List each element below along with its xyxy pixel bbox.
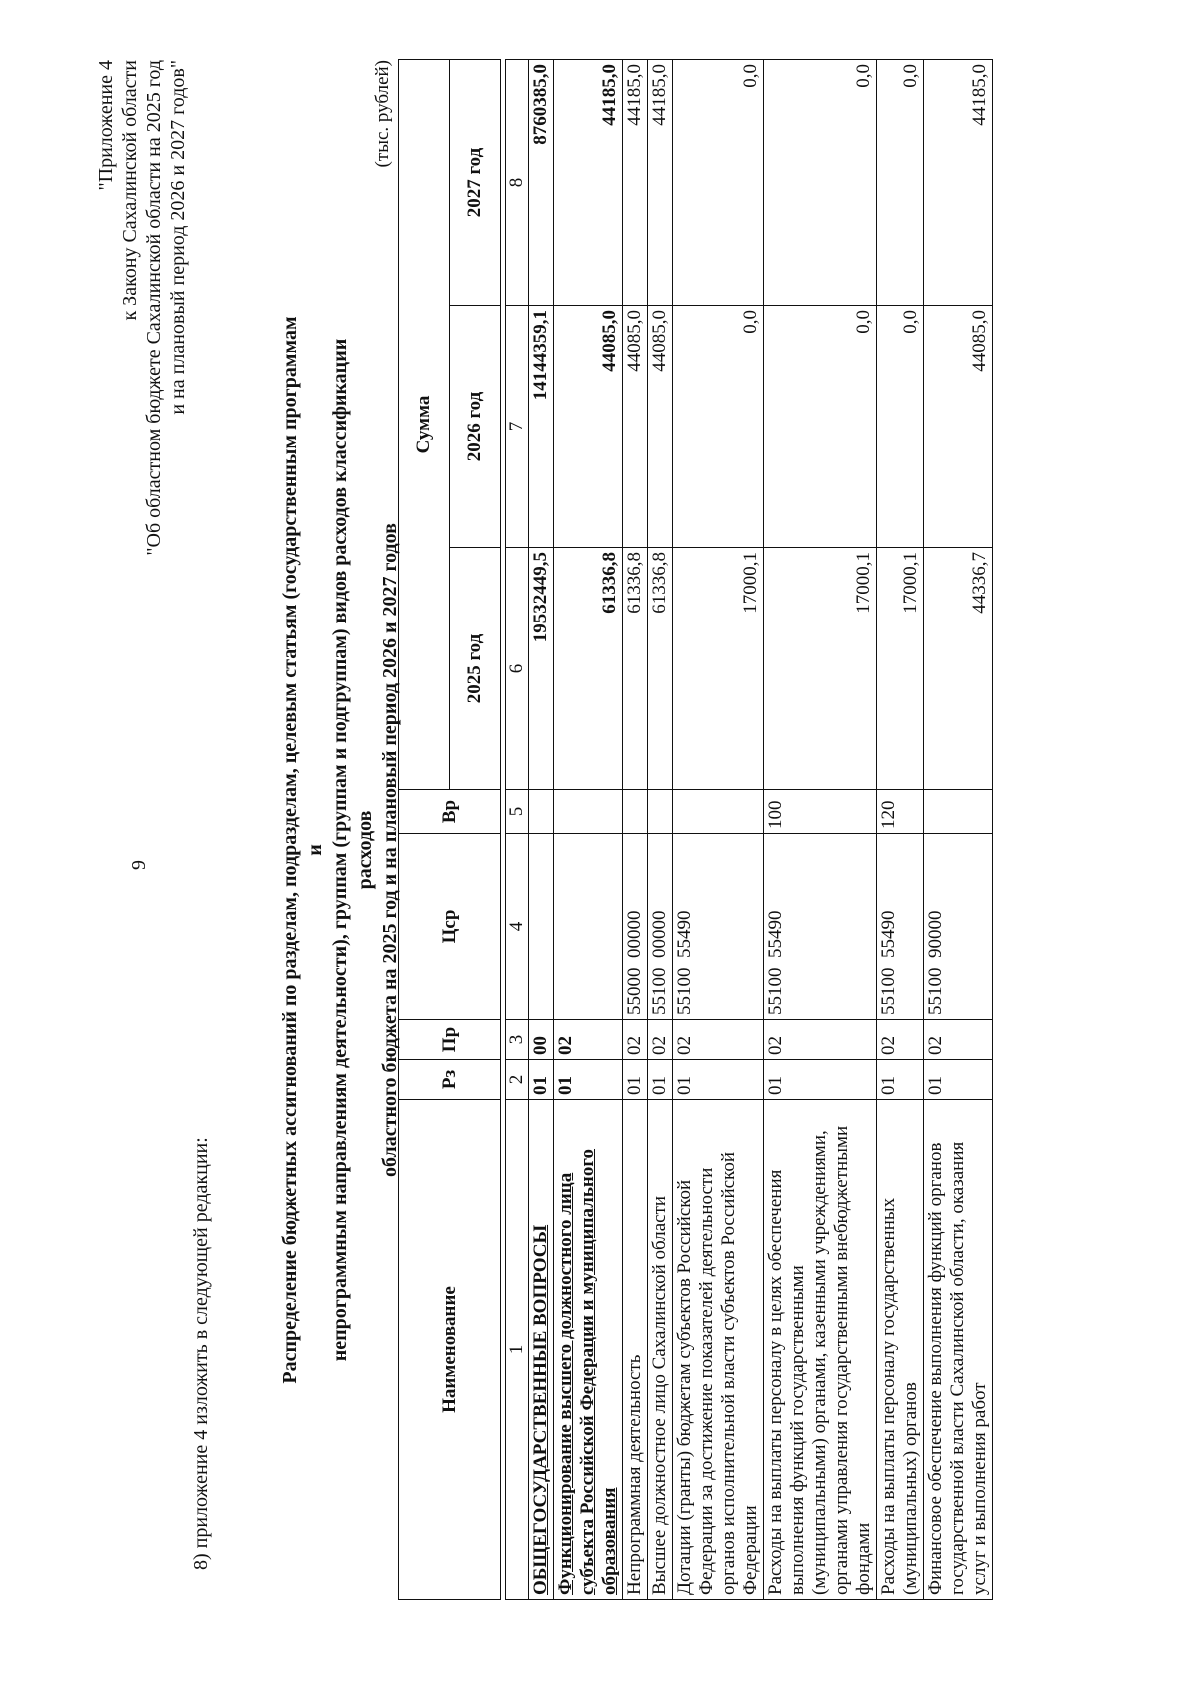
table-row bbox=[529, 59, 554, 1599]
column-number: 2 bbox=[506, 1060, 529, 1100]
row-pr: 02 bbox=[764, 1020, 877, 1060]
row-amount-2027: 0,0 bbox=[673, 59, 764, 305]
row-rz: 01 bbox=[648, 1060, 673, 1100]
appendix-line: "Приложение 4 bbox=[95, 60, 117, 191]
intro-text: 8) приложение 4 изложить в следующей редакции: bbox=[190, 1137, 212, 1570]
column-number: 1 bbox=[506, 1100, 529, 1600]
row-amount-2027: 0,0 bbox=[764, 59, 877, 305]
row-amount-2025: 61336,8 bbox=[554, 548, 623, 790]
column-number: 4 bbox=[506, 834, 529, 1020]
row-pr: 02 bbox=[877, 1020, 924, 1060]
units-label: (тыс. рублей) bbox=[372, 60, 393, 168]
row-amount-2027: 44185,0 bbox=[623, 59, 648, 305]
title-line: непрограммным направлениям деятельности), группам (группам и подгруппам) видов расходов классификации расходов bbox=[329, 338, 376, 1362]
row-amount-2027: 44185,0 bbox=[648, 59, 673, 305]
row-csr bbox=[554, 834, 623, 1020]
row-amount-2027: 44185,0 bbox=[554, 59, 623, 305]
row-csr: 55000 00000 bbox=[623, 834, 648, 1020]
budget-table bbox=[398, 59, 993, 1600]
row-csr bbox=[529, 834, 554, 1020]
row-amount-2026: 0,0 bbox=[877, 306, 924, 548]
header-2026: 2026 год bbox=[450, 306, 501, 548]
row-amount-2026: 14144359,1 bbox=[529, 306, 554, 548]
header-csr: Цср bbox=[399, 834, 501, 1020]
row-rz: 01 bbox=[673, 1060, 764, 1100]
row-name: Функционирование высшего должностного лица субъекта Российской Федерации и муниципального образования bbox=[554, 1100, 623, 1600]
document-title bbox=[278, 310, 403, 1390]
row-vr bbox=[529, 790, 554, 834]
row-amount-2027: 0,0 bbox=[877, 59, 924, 305]
row-name: ОБЩЕГОСУДАРСТВЕННЫЕ ВОПРОСЫ bbox=[529, 1100, 554, 1600]
header-2027: 2027 год bbox=[450, 59, 501, 305]
table-row bbox=[764, 59, 877, 1599]
row-amount-2026: 44085,0 bbox=[554, 306, 623, 548]
title-line: Распределение бюджетных ассигнований по разделам, подразделам, целевым статьям (государственным программам и bbox=[279, 316, 326, 1384]
table-row bbox=[554, 59, 623, 1599]
row-rz: 01 bbox=[529, 1060, 554, 1100]
row-csr: 55100 55490 bbox=[764, 834, 877, 1020]
row-amount-2026: 0,0 bbox=[764, 306, 877, 548]
row-rz: 01 bbox=[764, 1060, 877, 1100]
row-amount-2027: 44185,0 bbox=[924, 59, 993, 305]
appendix-heading bbox=[94, 60, 190, 556]
row-rz: 01 bbox=[877, 1060, 924, 1100]
row-amount-2026: 44085,0 bbox=[924, 306, 993, 548]
row-amount-2025: 17000,1 bbox=[877, 548, 924, 790]
row-name: Непрограммная деятельность bbox=[623, 1100, 648, 1600]
row-vr bbox=[623, 790, 648, 834]
table-row bbox=[924, 59, 993, 1599]
row-pr: 02 bbox=[673, 1020, 764, 1060]
header-pr: Пр bbox=[399, 1020, 501, 1060]
column-number: 6 bbox=[506, 548, 529, 790]
header-rz: Рз bbox=[399, 1060, 501, 1100]
row-pr: 02 bbox=[554, 1020, 623, 1060]
column-number: 8 bbox=[506, 59, 529, 305]
row-name: Дотации (гранты) бюджетам субъектов Российской Федерации за достижение показателей деятельности органов исполнительной власти субъектов Российской Федерации bbox=[673, 1100, 764, 1600]
column-number: 7 bbox=[506, 306, 529, 548]
row-rz: 01 bbox=[924, 1060, 993, 1100]
row-csr: 55100 90000 bbox=[924, 834, 993, 1020]
row-vr bbox=[924, 790, 993, 834]
row-amount-2027: 8760385,0 bbox=[529, 59, 554, 305]
title-line: областного бюджета на 2025 год и на плановый период 2026 и 2027 годов bbox=[379, 523, 401, 1177]
header-name: Наименование bbox=[399, 1100, 501, 1600]
document-page bbox=[50, 60, 1070, 1640]
header-2025: 2025 год bbox=[450, 548, 501, 790]
row-vr bbox=[554, 790, 623, 834]
row-amount-2025: 17000,1 bbox=[764, 548, 877, 790]
row-csr: 55100 55490 bbox=[877, 834, 924, 1020]
row-amount-2025: 61336,8 bbox=[648, 548, 673, 790]
row-csr: 55100 55490 bbox=[673, 834, 764, 1020]
row-pr: 02 bbox=[648, 1020, 673, 1060]
row-amount-2025: 19532449,5 bbox=[529, 548, 554, 790]
row-csr: 55100 00000 bbox=[648, 834, 673, 1020]
appendix-line: и на плановый период 2026 и 2027 годов" bbox=[167, 60, 189, 415]
header-sum: Сумма bbox=[399, 59, 450, 789]
appendix-line: "Об областном бюджете Сахалинской области на 2025 год bbox=[143, 60, 165, 556]
row-name: Высшее должностное лицо Сахалинской области bbox=[648, 1100, 673, 1600]
row-pr: 00 bbox=[529, 1020, 554, 1060]
header-vr: Вр bbox=[399, 790, 501, 834]
table-row bbox=[648, 59, 673, 1599]
page-number: 9 bbox=[128, 860, 150, 870]
column-number: 5 bbox=[506, 790, 529, 834]
row-amount-2026: 44085,0 bbox=[648, 306, 673, 548]
column-number-row bbox=[506, 59, 529, 1599]
column-number: 3 bbox=[506, 1020, 529, 1060]
row-amount-2025: 17000,1 bbox=[673, 548, 764, 790]
row-pr: 02 bbox=[924, 1020, 993, 1060]
row-pr: 02 bbox=[623, 1020, 648, 1060]
row-vr: 120 bbox=[877, 790, 924, 834]
row-name: Расходы на выплаты персоналу государственных (муниципальных) органов bbox=[877, 1100, 924, 1600]
row-vr bbox=[648, 790, 673, 834]
appendix-line: к Закону Сахалинской области bbox=[119, 60, 141, 321]
row-amount-2026: 44085,0 bbox=[623, 306, 648, 548]
table-row bbox=[673, 59, 764, 1599]
row-name: Расходы на выплаты персоналу в целях обеспечения выполнения функций государственными (муниципальными) органами, казенными учреждениями, органами управления государственными внебюджетными фондами bbox=[764, 1100, 877, 1600]
row-rz: 01 bbox=[623, 1060, 648, 1100]
row-amount-2025: 61336,8 bbox=[623, 548, 648, 790]
row-amount-2026: 0,0 bbox=[673, 306, 764, 548]
row-name: Финансовое обеспечение выполнения функций органов государственной власти Сахалинской области, оказания услуг и выполнения работ bbox=[924, 1100, 993, 1600]
table-row bbox=[623, 59, 648, 1599]
row-rz: 01 bbox=[554, 1060, 623, 1100]
table-row bbox=[877, 59, 924, 1599]
row-amount-2025: 44336,7 bbox=[924, 548, 993, 790]
row-vr bbox=[673, 790, 764, 834]
row-vr: 100 bbox=[764, 790, 877, 834]
